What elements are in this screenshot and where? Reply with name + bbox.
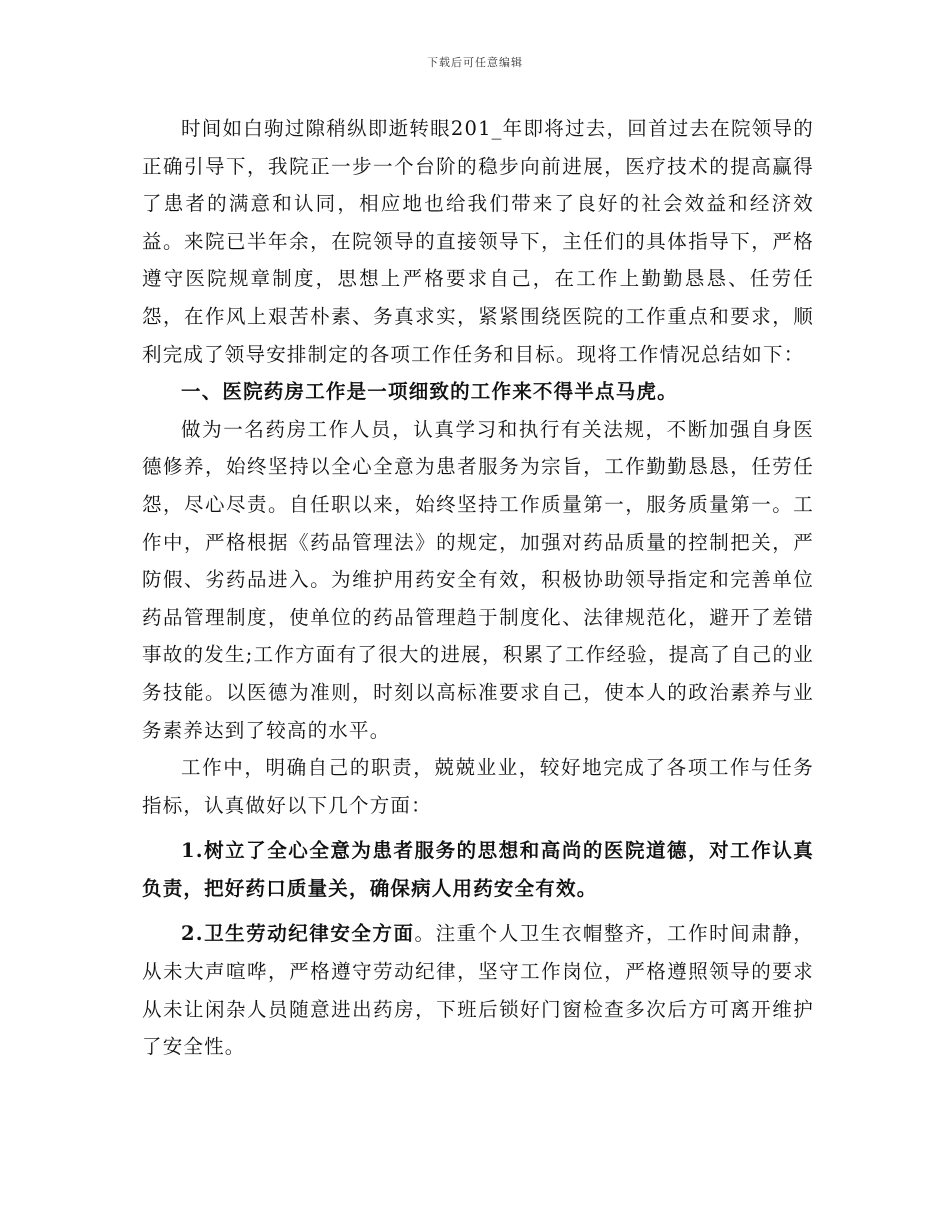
intro-paragraph: 时间如白驹过隙稍纵即逝转眼201_年即将过去，回首过去在院领导的正确引导下，我院正一步一个台阶的稳步向前进展，医疗技术的提高赢得了患者的满意和认同，相应地也给我们带来了良好的社会效益和经济效益。来院已半年余，在院领导的直接领导下，主任们的具体指导下，严格遵守医院规章制度，思想上严格要求自己，在工作上勤勤恳恳、任劳任怨，在作风上艰苦朴素、务真求实，紧紧围绕医院的工作重点和要求，顺利完成了领导安排制定的各项工作任务和目标。现将工作情况总结如下： [142, 117, 814, 366]
duties-paragraph: 工作中，明确自己的职责，兢兢业业，较好地完成了各项工作与任务指标，认真做好以下几个方面： [142, 756, 814, 817]
document-body [142, 110, 814, 1066]
section-heading-1: 一、医院药房工作是一项细致的工作来不得半点马虎。 [181, 380, 678, 404]
pharmacy-work-paragraph: 做为一名药房工作人员，认真学习和执行有关法规，不断加强自身医德修养，始终坚持以全心全意为患者服务为宗旨，工作勤勤恳恳，任劳任怨，尽心尽责。自任职以来，始终坚持工作质量第一，服务质量第一。工作中，严格根据《药品管理法》的规定，加强对药品质量的控制把关，严防假、劣药品进入。为维护用药安全有效，积极协助领导指定和完善单位药品管理制度，使单位的药品管理趋于制度化、法律规范化，避开了差错事故的发生;工作方面有了很大的进展，积累了工作经验，提高了自己的业务技能。以医德为准则，时刻以高标准要求自己，使本人的政治素养与业务素养达到了较高的水平。 [142, 417, 814, 742]
list-item-2-title: 2.卫生劳动纪律安全方面 [181, 922, 415, 946]
list-item-1: 1.树立了全心全意为患者服务的思想和高尚的医院道德，对工作认真负责，把好药口质量关，确保病人用药安全有效。 [142, 839, 814, 900]
list-item-2-body: 。注重个人卫生衣帽整齐，工作时间肃静，从未大声喧哗，严格遵守劳动纪律，坚守工作岗位，严格遵照领导的要求从未让闲杂人员随意进出药房，下班后锁好门窗检查多次后方可离开维护了安全性。 [142, 922, 814, 1059]
page-header-note: 下载后可任意编辑 [427, 56, 523, 69]
list-item-2 [142, 915, 814, 1065]
